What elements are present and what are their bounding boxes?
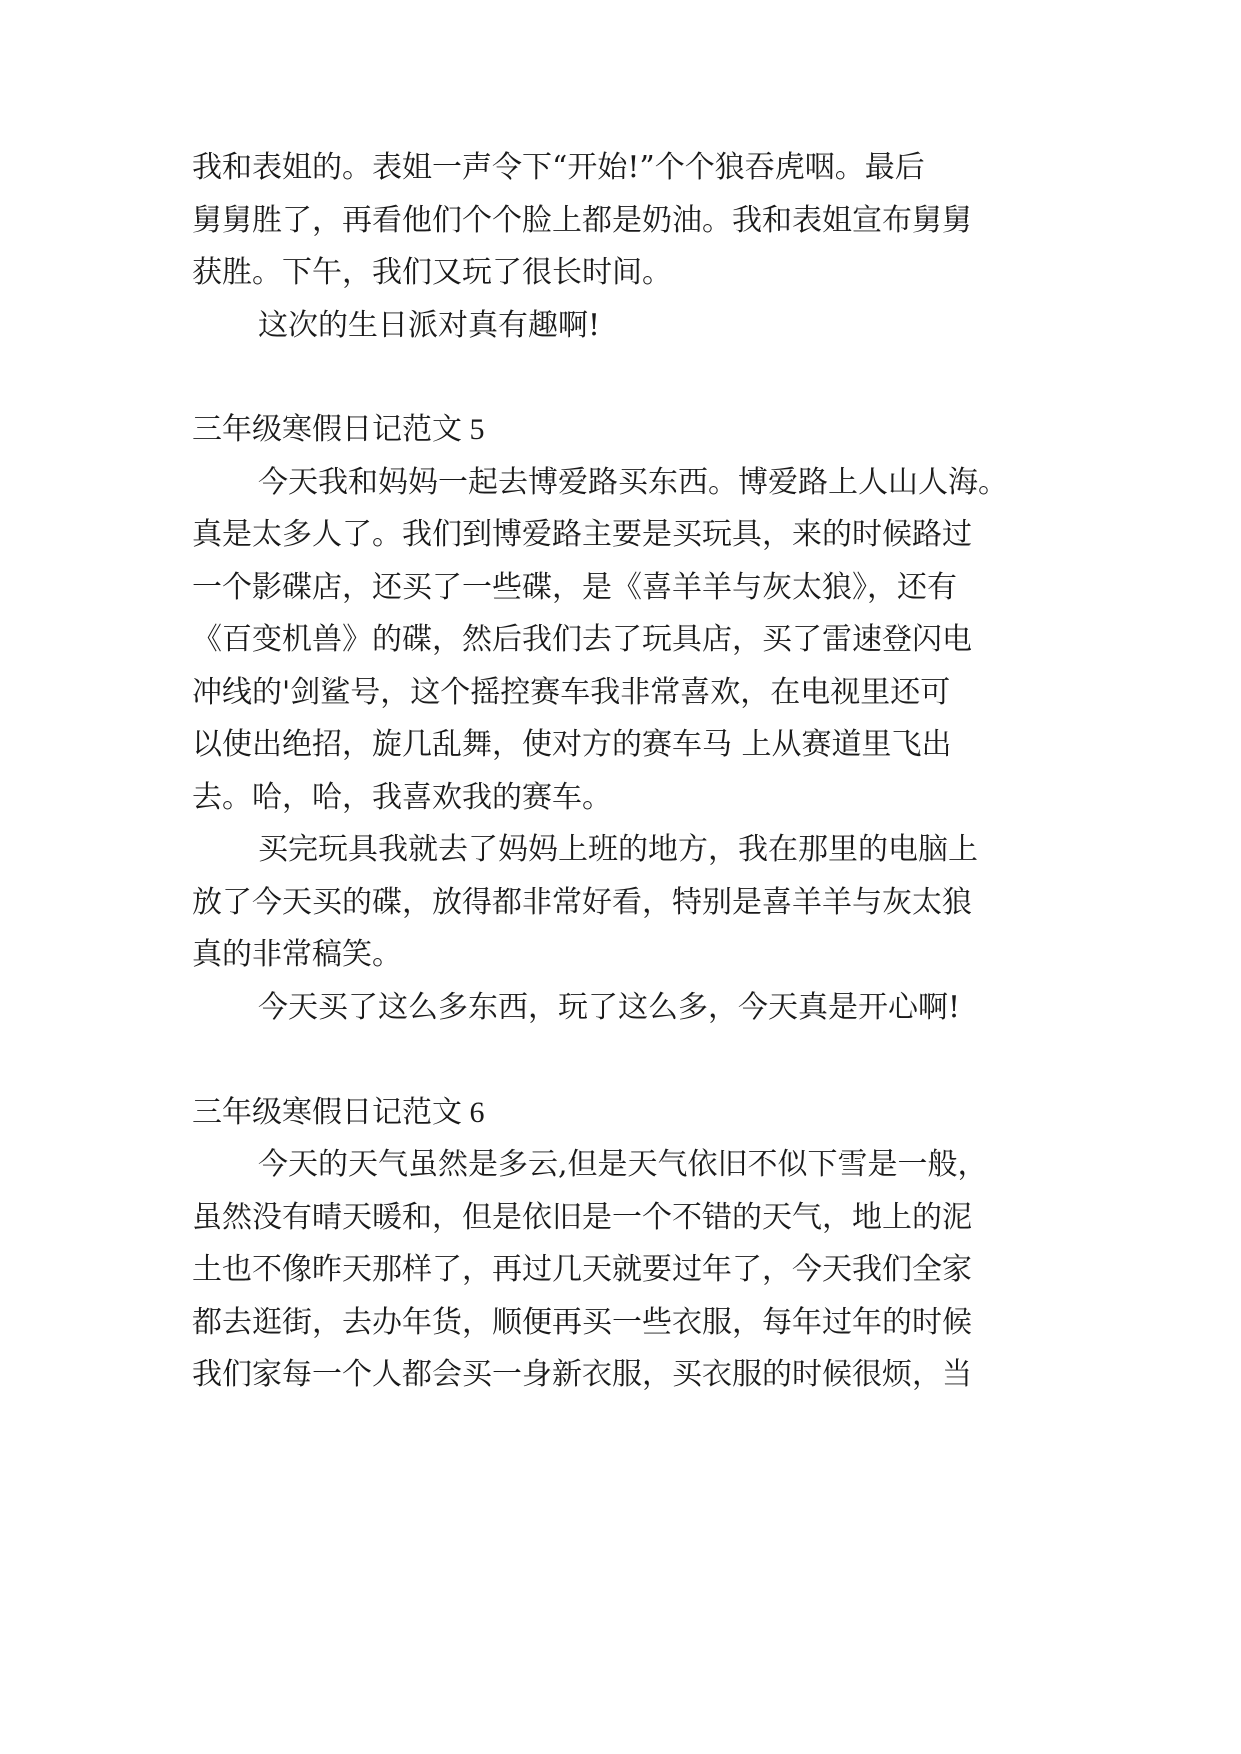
section-title: 三年级寒假日记范文 5 [192,413,485,446]
paragraph-line: 土也不像昨天那样了，再过几天就要过年了，今天我们全家 [192,1252,972,1287]
paragraph-line: 舅舅胜了，再看他们个个脸上都是奶油。我和表姐宣布舅舅 [192,203,972,238]
paragraph-line: 以使出绝招，旋几乱舞，使对方的赛车马 上从赛道里飞出 [192,727,952,762]
paragraph-line: 我和表姐的。表姐一声令下“开始!”个个狼吞虎咽。最后 [192,150,925,185]
paragraph-line: 放了今天买的碟，放得都非常好看，特别是喜羊羊与灰太狼 [192,885,972,920]
paragraph-line: 《百变机兽》的碟，然后我们去了玩具店，买了雷速登闪电 [192,622,972,657]
section-title: 三年级寒假日记范文 6 [192,1096,485,1129]
closing-line: 这次的生日派对真有趣啊! [258,308,601,343]
paragraph-line: 冲线的'剑鲨号，这个摇控赛车我非常喜欢，在电视里还可 [192,675,951,710]
paragraph-line: 今天的天气虽然是多云,但是天气依旧不似下雪是一般， [258,1147,988,1182]
paragraph-line: 真的非常稿笑。 [192,937,402,972]
paragraph-line: 买完玩具我就去了妈妈上班的地方，我在那里的电脑上 [258,832,978,867]
paragraph-line: 今天我和妈妈一起去博爱路买东西。博爱路上人山人海。 [258,465,1008,500]
paragraph-line: 都去逛街，去办年货，顺便再买一些衣服，每年过年的时候 [192,1305,972,1340]
paragraph-line: 虽然没有晴天暖和，但是依旧是一个不错的天气，地上的泥 [192,1200,972,1235]
paragraph-line: 今天买了这么多东西，玩了这么多，今天真是开心啊! [258,990,961,1025]
paragraph-line: 去。哈，哈，我喜欢我的赛车。 [192,780,612,815]
paragraph-line: 真是太多人了。我们到博爱路主要是买玩具，来的时候路过 [192,517,972,552]
paragraph-line: 获胜。下午，我们又玩了很长时间。 [192,255,672,290]
paragraph-line: 一个影碟店，还买了一些碟，是《喜羊羊与灰太狼》，还有 [192,570,957,605]
paragraph-line: 我们家每一个人都会买一身新衣服，买衣服的时候很烦，当 [192,1357,972,1392]
